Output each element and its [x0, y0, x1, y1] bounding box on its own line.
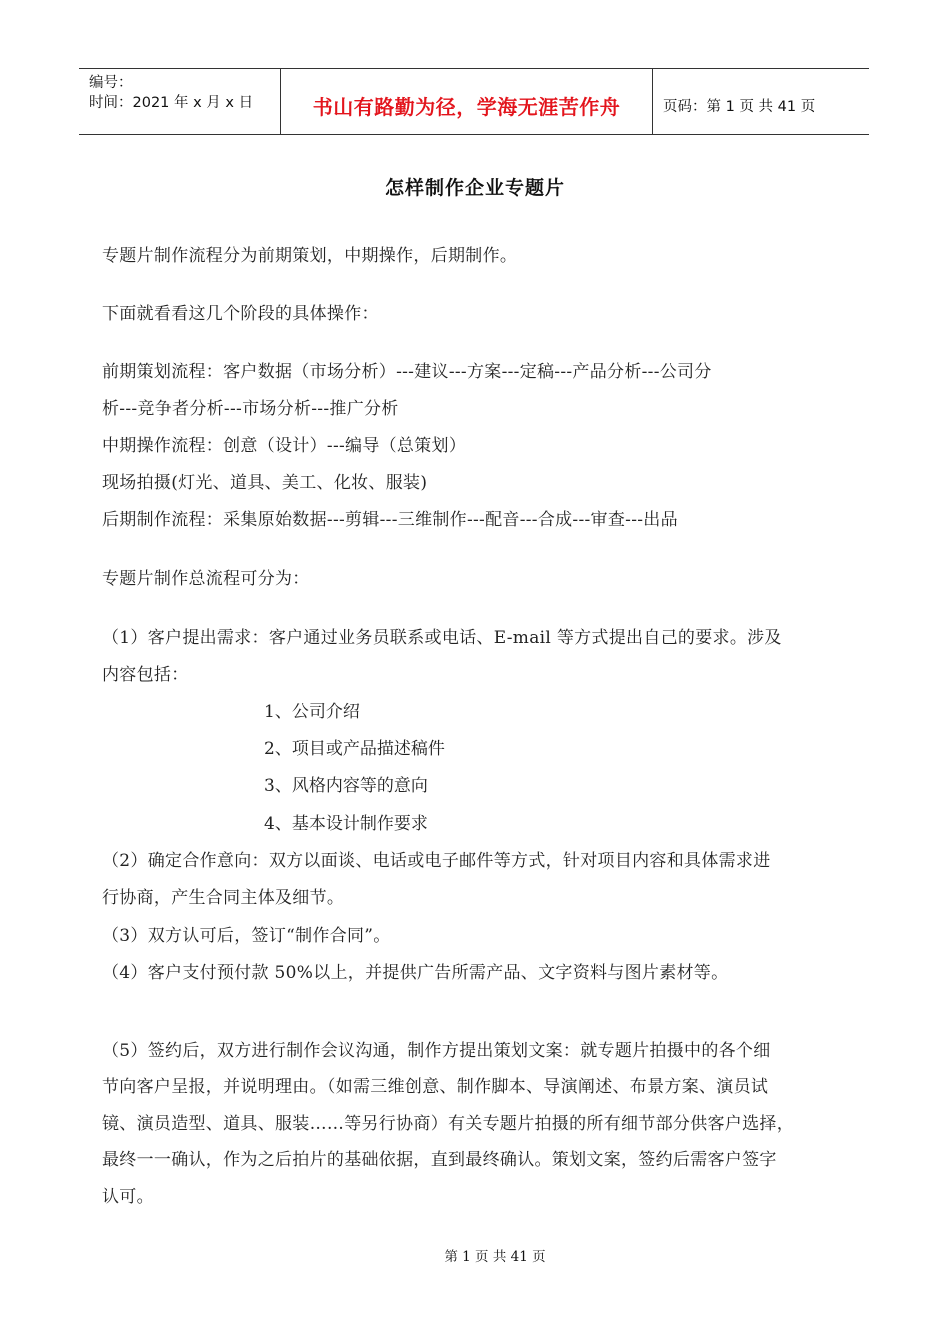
- step2-line2: 行协商，产生合同主体及细节。: [102, 888, 345, 908]
- motto: 书山有路勤为径，学海无涯苦作舟: [281, 69, 653, 135]
- page-footer: 第 1 页 共 41 页: [444, 1249, 546, 1265]
- list-item: 2、项目或产品描述稿件: [264, 739, 445, 759]
- step5-line4: 最终一一确认，作为之后拍片的基础依据，直到最终确认。策划文案，签约后需客户签字: [102, 1150, 777, 1170]
- step1-line2: 内容包括：: [102, 665, 189, 685]
- step5-line5: 认可。: [102, 1187, 154, 1207]
- list-item: 4、基本设计制作要求: [264, 814, 428, 834]
- list-item: 3、风格内容等的意向: [264, 776, 428, 796]
- step1-line1: （1）客户提出需求：客户通过业务员联系或电话、E-mail 等方式提出自己的要求。涉及: [102, 628, 782, 648]
- paragraph-pre-line1: 前期策划流程：客户数据（市场分析）---建议---方案---定稿---产品分析---公司分: [102, 362, 712, 382]
- list-item: 1、公司介绍: [264, 702, 360, 722]
- step5-line2: 节向客户呈报，并说明理由。（如需三维创意、制作脚本、导演阐述、布景方案、演员试: [102, 1077, 769, 1097]
- time-label: 时间：2021 年 x 月 x 日: [89, 95, 254, 111]
- header-meta-cell: [79, 69, 281, 135]
- number-label: 编号：: [89, 75, 133, 91]
- step5-line1: （5）签约后，双方进行制作会议沟通，制作方提出策划文案：就专题片拍摄中的各个细: [102, 1041, 771, 1061]
- header-table: [79, 68, 869, 135]
- step2-line1: （2）确定合作意向：双方以面谈、电话或电子邮件等方式，针对项目内容和具体需求进: [102, 851, 771, 871]
- paragraph-intro: 专题片制作流程分为前期策划，中期操作，后期制作。: [102, 246, 518, 266]
- paragraph-stages-intro: 下面就看看这几个阶段的具体操作：: [102, 304, 379, 324]
- paragraph-post-flow: 后期制作流程：采集原始数据---剪辑---三维制作---配音---合成---审查---出品: [102, 510, 678, 530]
- paragraph-mid-flow: 中期操作流程：创意（设计）---编导（总策划）: [102, 436, 467, 456]
- step5-line3: 镜、演员造型、道具、服装……等另行协商）有关专题片拍摄的所有细节部分供客户选择，: [102, 1114, 794, 1134]
- paragraph-onsite: 现场拍摄(灯光、道具、美工、化妆、服装): [102, 473, 428, 493]
- step4: （4）客户支付预付款 50%以上，并提供广告所需产品、文字资料与图片素材等。: [102, 963, 729, 983]
- page-label: 页码：第 1 页 共 41 页: [663, 98, 816, 115]
- paragraph-overall: 专题片制作总流程可分为：: [102, 569, 310, 589]
- step3: （3）双方认可后，签订“制作合同”。: [102, 926, 391, 946]
- document-title: 怎样制作企业专题片: [384, 177, 565, 199]
- paragraph-pre-line2: 析---竞争者分析---市场分析---推广分析: [102, 399, 399, 419]
